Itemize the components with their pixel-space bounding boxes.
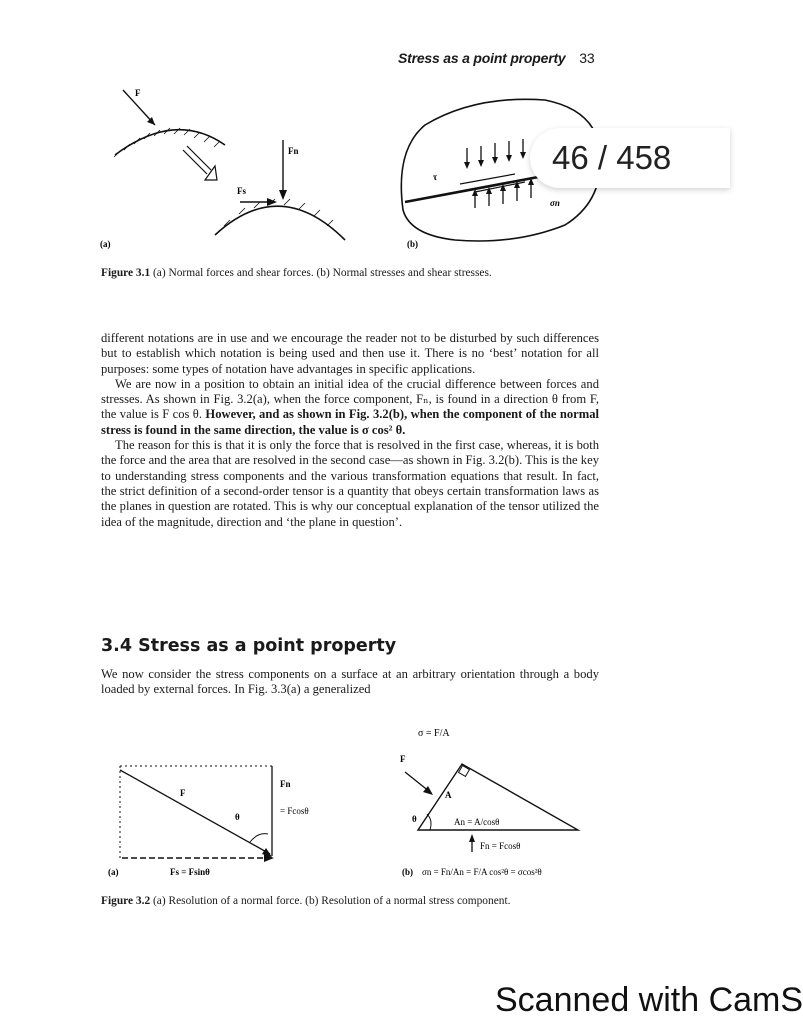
label-fn: Fn <box>288 146 299 156</box>
label-theta-2b: θ <box>412 814 417 824</box>
body-text <box>101 331 599 530</box>
paragraph-2-text: We are now in a position to obtain an initial idea of the crucial difference between forces and stresses. As shown in Fig. 3.2(a), when the force component, Fₙ, is found in a direction θ from F, the value is F cos θ. <box>101 376 599 422</box>
section-title: 3.4 Stress as a point property <box>101 636 397 656</box>
page-indicator: 46 / 458 <box>530 128 730 188</box>
caption-prefix: Figure 3.1 <box>101 267 151 279</box>
label-f-top: F <box>135 88 141 98</box>
running-title: Stress as a point property <box>398 50 566 66</box>
label-a-area: A <box>445 790 452 800</box>
label-fs: Fs <box>237 186 246 196</box>
running-header <box>398 50 594 66</box>
surface-arc-bottom <box>215 206 345 240</box>
label-fn-2a: Fn <box>280 779 291 789</box>
label-a: (a) <box>100 239 111 249</box>
figure-3-1-caption <box>101 266 599 280</box>
caption-text-2: (a) Resolution of a normal force. (b) Resolution of a normal stress component. <box>153 895 511 907</box>
caption-prefix-2: Figure 3.2 <box>101 895 151 907</box>
paragraph-3: The reason for this is that it is only the force that is resolved in the first case, whereas, it is both the force and the area that are resolved in the second case—as shown in Fig. 3.2(b). This is the key to understanding stress components and the various transformation equations that result. In fact, the strict definition of a second-order tensor is a quantity that obeys certain transformation laws as the planes in question are rotated. This is why our conceptual explanation of the tensor utilized the idea of the magnitude, direction and ‘the plane in question’. <box>101 438 599 529</box>
label-sigma-n-eq: σn = Fn/An = F/A cos²θ = σcos²θ <box>422 867 542 877</box>
label-an: An = A/cosθ <box>454 817 500 827</box>
label-sigma-n: σn <box>550 198 560 208</box>
surface-hatching <box>114 128 220 157</box>
label-f-2b: F <box>400 754 406 764</box>
label-fs-2a: Fs = Fsinθ <box>170 867 210 877</box>
label-tau: τ <box>433 172 438 182</box>
label-fcos-2a: = Fcosθ <box>280 806 309 816</box>
label-fn-eq: Fn = Fcosθ <box>480 841 521 851</box>
label-theta-2a: θ <box>235 812 240 822</box>
surface-arc-top <box>115 130 225 155</box>
label-b: (b) <box>407 239 418 249</box>
label-sigma-eq: σ = F/A <box>418 728 450 739</box>
label-f-2a: F <box>180 788 186 798</box>
page-number: 33 <box>579 50 595 66</box>
figure-3-2-caption <box>101 894 599 908</box>
figure-3-2 <box>100 712 605 892</box>
paragraph-1: different notations are in use and we encourage the reader not to be disturbed by such differences but to establish which notation is being used and then use it. There is no ‘best’ notation for all purposes: some types of notation have advantages in specific applications. <box>101 331 599 376</box>
paragraph-2-bold: However, and as shown in Fig. 3.2(b), when the component of the normal stress is found in the same direction, the value is σ cos² θ. <box>101 407 599 437</box>
label-a-2: (a) <box>108 867 119 877</box>
section-paragraph: We now consider the stress components on a surface at an arbitrary orientation through a body loaded by external forces. In Fig. 3.3(a) a generalized <box>101 667 599 697</box>
scanner-watermark: Scanned with CamS <box>495 981 803 1019</box>
paragraph-2 <box>101 377 599 438</box>
caption-text: (a) Normal forces and shear forces. (b) Normal stresses and shear stresses. <box>153 267 492 279</box>
label-b-2: (b) <box>402 867 413 877</box>
